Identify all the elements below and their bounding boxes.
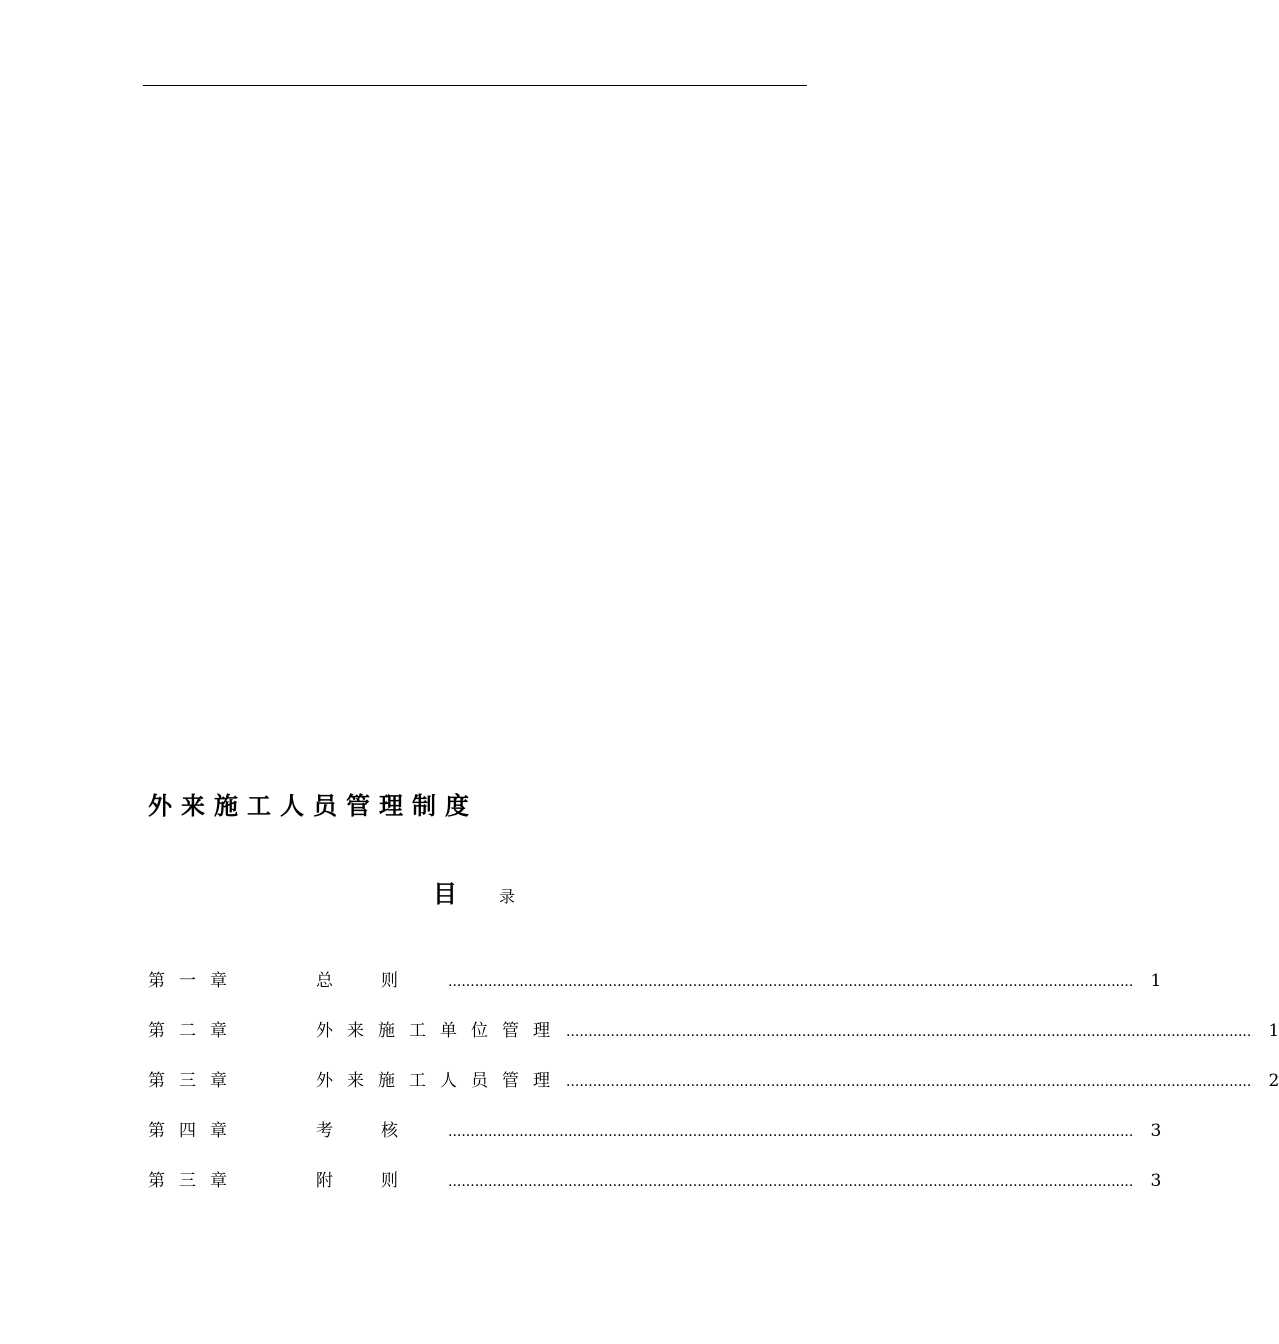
toc-entry-title: 外来施工人员管理 (316, 1071, 564, 1091)
toc-entry-title: 外来施工单位管理 (316, 1021, 564, 1041)
toc-entry-4[interactable] (148, 1117, 1162, 1145)
toc-entry-title: 总则 (316, 971, 446, 991)
toc-entry-2[interactable] (148, 1017, 1279, 1045)
toc-chapter-label: 第一章 (148, 971, 241, 991)
toc-chapter-label: 第二章 (148, 1021, 241, 1041)
toc-page-number: 3 (1150, 1171, 1162, 1191)
header-rule (143, 85, 807, 86)
toc-heading-main: 目 (433, 880, 457, 908)
toc-dot-leader: .......................................................................................................................................................... (448, 974, 1134, 990)
toc-page-number: 3 (1150, 1121, 1162, 1141)
toc-chapter-label: 第四章 (148, 1121, 241, 1141)
toc-chapter-label: 第三章 (148, 1171, 241, 1191)
toc-chapter-label: 第三章 (148, 1071, 241, 1091)
toc-dot-leader: .......................................................................................................................................................... (448, 1174, 1134, 1190)
toc-page-number: 2 (1268, 1071, 1279, 1091)
toc-entry-1[interactable] (148, 967, 1162, 995)
toc-dot-leader: .......................................................................................................................................................... (566, 1024, 1252, 1040)
toc-heading (433, 876, 515, 915)
document-title: 外来施工人员管理制度 (148, 792, 478, 820)
toc-heading-sub: 录 (499, 887, 516, 906)
toc-dot-leader: .......................................................................................................................................................... (448, 1124, 1134, 1140)
toc-entry-title: 考核 (316, 1121, 446, 1141)
toc-entry-3[interactable] (148, 1067, 1279, 1095)
toc-entry-title: 附则 (316, 1171, 446, 1191)
toc-page-number: 1 (1268, 1021, 1279, 1041)
toc-entry-5[interactable] (148, 1167, 1162, 1195)
toc-dot-leader: .......................................................................................................................................................... (566, 1074, 1252, 1090)
toc-page-number: 1 (1150, 971, 1162, 991)
